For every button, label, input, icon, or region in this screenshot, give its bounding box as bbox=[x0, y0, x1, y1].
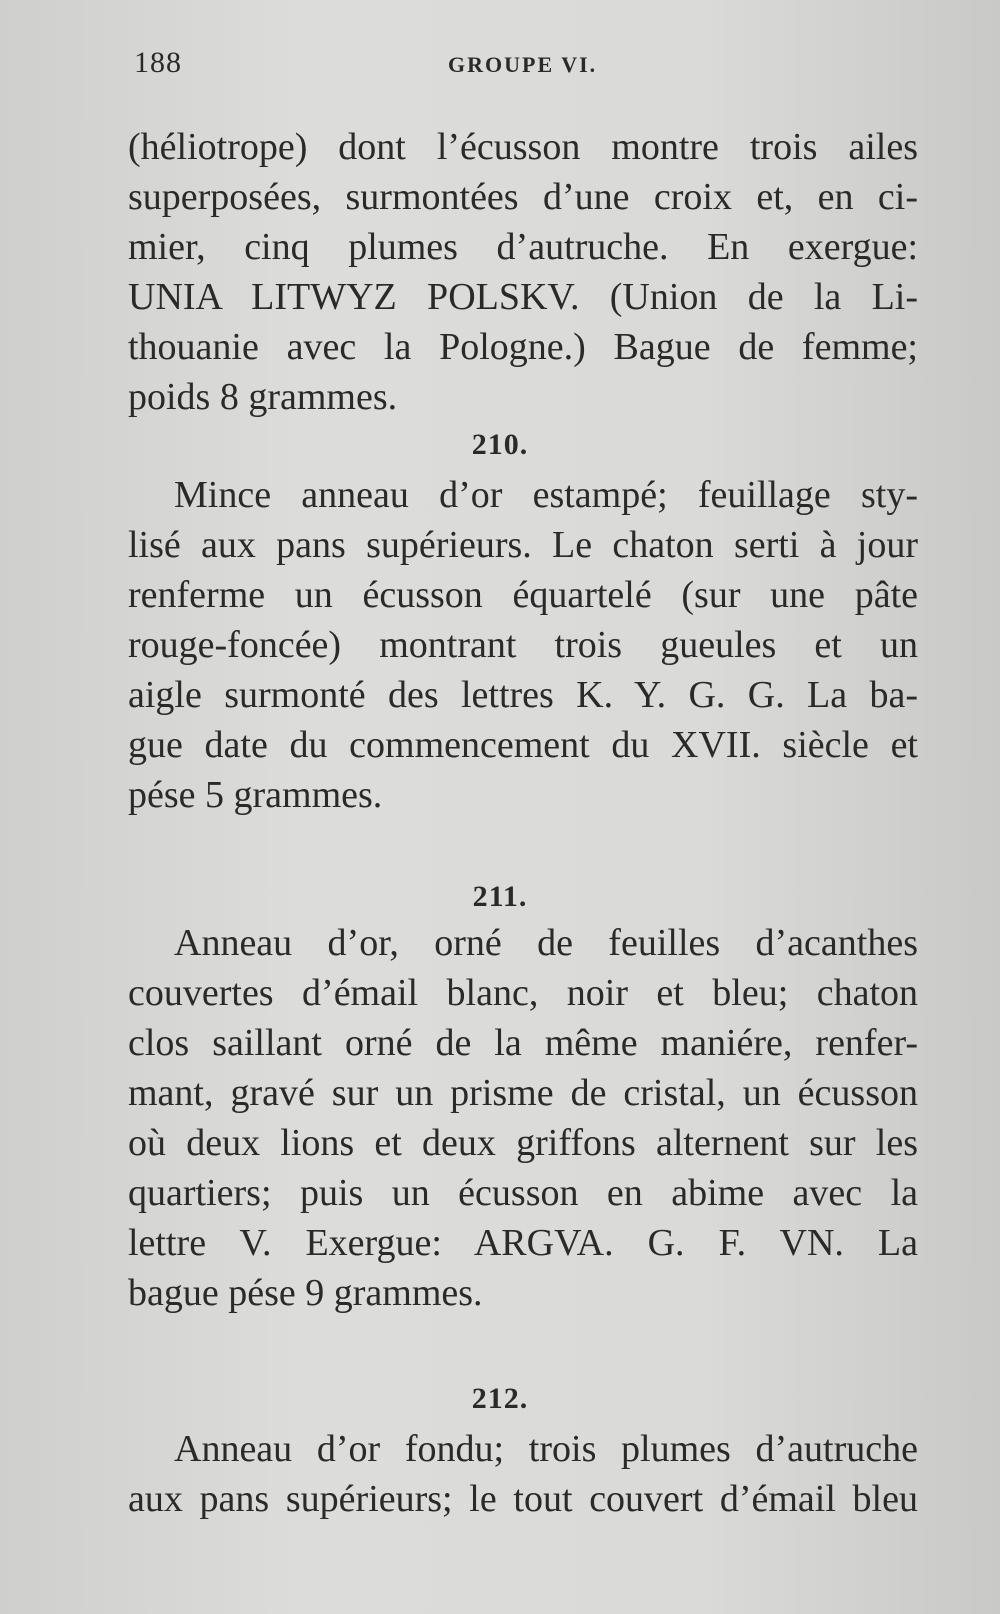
entry-212-paragraph bbox=[128, 1424, 918, 1524]
text-line: mier, cinq plumes d’autruche. En exergue: bbox=[128, 226, 918, 268]
text-line: clos saillant orné de la même maniére, renfer- bbox=[128, 1022, 918, 1064]
text-line: aux pans supérieurs; le tout couvert d’émail bleu bbox=[128, 1478, 918, 1520]
entry-number-212: 212. bbox=[471, 1382, 529, 1415]
text-line: lettre V. Exergue: ARGVA. G. F. VN. La bbox=[128, 1222, 918, 1264]
continuation-paragraph bbox=[128, 122, 918, 422]
text-line: pése 5 grammes. bbox=[128, 774, 383, 816]
entry-number-210: 210. bbox=[471, 428, 529, 461]
text-line: mant, gravé sur un prisme de cristal, un écusson bbox=[128, 1072, 918, 1114]
text-line: renferme un écusson équartelé (sur une pâte bbox=[128, 574, 918, 616]
entry-211-paragraph bbox=[128, 918, 918, 1318]
text-line: Anneau d’or fondu; trois plumes d’autruche bbox=[174, 1428, 918, 1470]
text-line: gue date du commencement du XVII. siècle et bbox=[128, 724, 918, 766]
text-line: Mince anneau d’or estampé; feuillage sty- bbox=[174, 474, 918, 516]
text-line: lisé aux pans supérieurs. Le chaton serti à jour bbox=[128, 524, 918, 566]
text-line: Anneau d’or, orné de feuilles d’acanthes bbox=[174, 922, 918, 964]
entry-number-211: 211. bbox=[472, 880, 528, 913]
text-line: UNIA LITWYZ POLSKV. (Union de la Li- bbox=[128, 276, 918, 318]
page-number: 188 bbox=[134, 46, 182, 79]
text-line: rouge-foncée) montrant trois gueules et un bbox=[128, 624, 918, 666]
text-line: quartiers; puis un écusson en abime avec la bbox=[128, 1172, 918, 1214]
entry-210-paragraph bbox=[128, 470, 918, 820]
text-line: bague pése 9 grammes. bbox=[128, 1272, 483, 1314]
text-line: (héliotrope) dont l’écusson montre trois ailes bbox=[128, 126, 918, 168]
running-head bbox=[130, 46, 930, 86]
text-line: où deux lions et deux griffons alternent sur les bbox=[128, 1122, 918, 1164]
text-line: thouanie avec la Pologne.) Bague de femme; bbox=[128, 326, 918, 368]
text-line: superposées, surmontées d’une croix et, en ci- bbox=[128, 176, 918, 218]
text-line: poids 8 grammes. bbox=[128, 376, 398, 418]
text-line: aigle surmonté des lettres K. Y. G. G. La ba- bbox=[128, 674, 918, 716]
group-title: GROUPE VI. bbox=[448, 52, 598, 77]
text-line: couvertes d’émail blanc, noir et bleu; chaton bbox=[128, 972, 918, 1014]
